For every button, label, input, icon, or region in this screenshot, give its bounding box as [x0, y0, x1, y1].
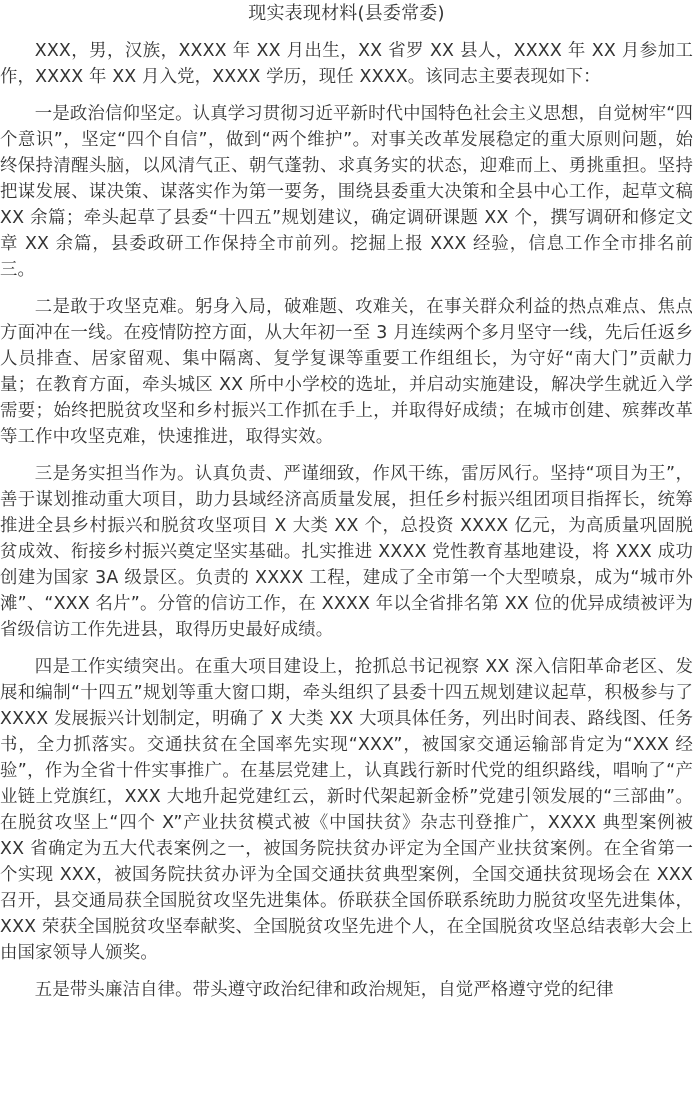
- paragraph-outstanding-achievements: 四是工作实绩突出。在重大项目建设上，抢抓总书记视察 XX 深入信阳革命老区、发展和编制“十四五”规划等重大窗口期，牵头组织了县委十四五规划建议起草，积极参与了 XXXX 发展振兴计划制定，明确了 X 大类 XX 大项具体任务，列出时间表、路线图、任务书，全力抓落实。交通扶贫在全国率先实现“XXX”，被国家交通运输部肯定为“XXX 经验”，作为全省十件实事推广。在基层党建上，认真践行新时代党的组织路线，唱响了“产业链上党旗红，XXX 大地升起党建红云，新时代架起新金桥”党建引领发展的“三部曲”。在脱贫攻坚上“四个 X”产业扶贫模式被《中国扶贫》杂志刊登推广，XXXX 典型案例被 XX 省确定为五大代表案例之一，被国务院扶贫办评定为全国产业扶贫案例。在全省第一个实现 XXX，被国务院扶贫办评为全国交通扶贫典型案例，全国交通扶贫现场会在 XXX 召开，县交通局获全国脱贫攻坚先进集体。侨联获全国侨联系统助力脱贫攻坚先进集体，XXX 荣获全国脱贫攻坚奉献奖、全国脱贫攻坚先进个人，在全国脱贫攻坚总结表彰大会上由国家领导人颁奖。: [0, 657, 693, 963]
- paragraph-political-belief: 一是政治信仰坚定。认真学习贯彻习近平新时代中国特色社会主义思想，自觉树牢“四个意识”，坚定“四个自信”，做到“两个维护”。对事关改革发展稳定的重大原则问题，始终保持清醒头脑，以风清气正、朝气蓬勃、求真务实的状态，迎难而上、勇挑重担。坚持把谋发展、谋决策、谋落实作为第一要务，围绕县委重大决策和全县中心工作，起草文稿 XX 余篇；牵头起草了县委“十四五”规划建议，确定调研课题 XX 个，撰写调研和修定文章 XX 余篇，县委政研工作保持全市前列。挖掘上报 XXX 经验，信息工作全市排名前三。: [0, 104, 693, 280]
- document-title: 现实表现材料(县委常委): [248, 3, 445, 24]
- paragraph-pragmatic-action: 三是务实担当作为。认真负责、严谨细致，作风干练，雷厉风行。坚持“项目为王”，善于谋划推动重大项目，助力县域经济高质量发展，担任乡村振兴组团项目指挥长，统筹推进全县乡村振兴和脱贫攻坚项目 X 大类 XX 个，总投资 XXXX 亿元，为高质量巩固脱贫成效、衔接乡村振兴奠定坚实基础。扎实推进 XXXX 党性教育基地建设，将 XXX 成功创建为国家 3A 级景区。负责的 XXXX 工程，建成了全市第一个大型喷泉，成为“城市外滩”、“XXX 名片”。分管的信访工作，在 XXXX 年以全省排名第 XX 位的优异成绩被评为省级信访工作先进县，取得历史最好成绩。: [0, 464, 693, 640]
- paragraph-intro: XXX，男，汉族，XXXX 年 XX 月出生，XX 省罗 XX 县人，XXXX 年 XX 月参加工作，XXXX 年 XX 月入党，XXXX 学历，现任 XXXX。该同志主要表现如下：: [0, 41, 693, 87]
- paragraph-integrity: 五是带头廉洁自律。带头遵守政治纪律和政治规矩，自觉严格遵守党的纪律: [34, 980, 614, 1000]
- paragraph-tackle-difficulties: 二是敢于攻坚克难。躬身入局，破难题、攻难关，在事关群众利益的热点难点、焦点方面冲在一线。在疫情防控方面，从大年初一至 3 月连续两个多月坚守一线，先后任返乡人员排查、居家留观、集中隔离、复学复课等重要工作组组长，为守好“南大门”贡献力量；在教育方面，牵头城区 XX 所中小学校的选址，并启动实施建设，解决学生就近入学需要；始终把脱贫攻坚和乡村振兴工作抓在手上，并取得好成绩；在城市创建、殡葬改革等工作中攻坚克难，快速推进，取得实效。: [0, 297, 693, 447]
